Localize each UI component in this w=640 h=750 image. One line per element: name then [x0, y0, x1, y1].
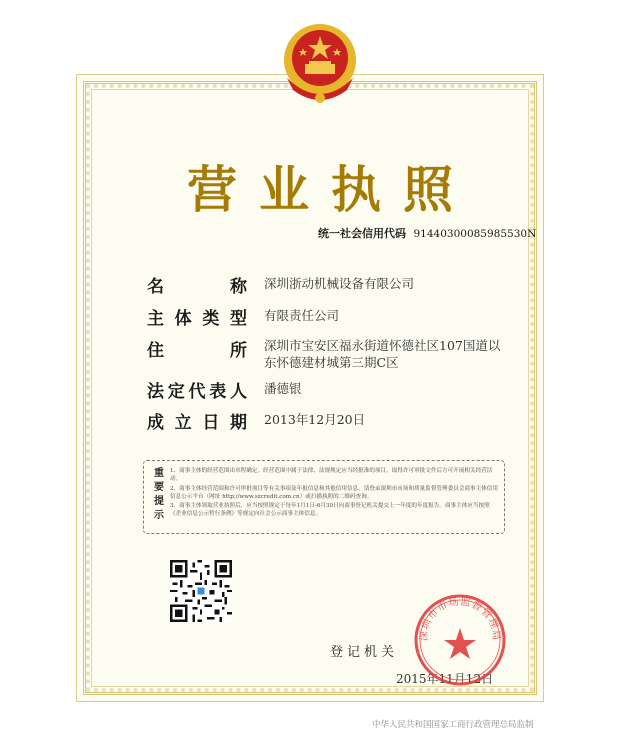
label-char: 法	[147, 382, 164, 402]
address-line-1: 深圳市宝安区福永街道怀德社区107国道以	[264, 338, 501, 353]
issue-date: 2015年11月12日	[396, 672, 494, 686]
label-char: 类	[202, 309, 220, 329]
label-char: 称	[230, 277, 247, 297]
notice-box	[143, 460, 505, 534]
field-value-established: 2013年12月20日	[264, 412, 366, 427]
address-line-2: 东怀德建材城第三期C区	[264, 355, 399, 370]
field-value-type: 有限责任公司	[264, 308, 340, 323]
label-char: 主	[147, 309, 164, 329]
field-label-name	[147, 272, 247, 297]
svg-text:深圳市市场监督管理局: 深圳市市场监督管理局	[418, 596, 502, 642]
certificate-title: 营业执照	[187, 161, 475, 219]
label-char: 日	[202, 413, 220, 433]
label-char: 人	[230, 382, 247, 402]
notice-item: 2、商事主体经营范围和许可审批项目等有关事项及年报信息和其他信用信息，请登录深圳市市场和质量监督管理委员会商事主体信用信息公示平台（网址 http://www.szcredit.com.cn）或扫描执照的二维码查询。	[170, 485, 498, 500]
national-emblem-icon	[275, 18, 365, 108]
label-char: 住	[147, 341, 164, 361]
notice-item: 1、商事主体的经营范围由章程确定。经营范围中属于法律、法规规定应当经批准的项目，取得许可审批文件后方可开展相关经营活动。	[170, 468, 493, 483]
field-value-address	[264, 337, 500, 371]
label-char: 期	[229, 413, 247, 433]
credit-code-label: 统一社会信用代码	[318, 227, 406, 240]
registration-authority-label: 登记机关	[330, 645, 399, 660]
notice-item: 3、商事主体领取营业执照后，应当按照规定于每年1月1日-6月30日向商事登记机关提交上一年度的年度报告。商事主体应当按照《企业信息公示暂行条例》等规定向社会公示商事主体信息。	[170, 503, 490, 518]
field-value-legal-rep: 潘德银	[264, 381, 302, 396]
footer-supervision: 中华人民共和国国家工商行政管理总局监制	[372, 720, 534, 730]
label-char: 型	[229, 309, 247, 329]
label-char: 所	[230, 341, 247, 361]
field-value-name: 深圳浙动机械设备有限公司	[264, 276, 415, 291]
field-label-address	[147, 336, 247, 361]
label-char: 成	[147, 413, 164, 433]
label-char: 体	[174, 309, 192, 329]
field-label-established	[147, 408, 247, 433]
notice-tag: 重要提示	[154, 468, 164, 521]
credit-code-value: 91440300085985530N	[413, 228, 537, 240]
notice-text	[170, 467, 498, 520]
field-label-legal-rep	[147, 377, 247, 402]
label-char: 表	[209, 382, 227, 402]
label-char: 定	[167, 382, 185, 402]
field-label-type	[147, 304, 247, 329]
official-seal-icon	[412, 592, 508, 688]
label-char: 名	[147, 277, 164, 297]
label-char: 立	[174, 413, 192, 433]
credit-code-row	[318, 225, 536, 241]
label-char: 代	[188, 382, 206, 402]
qr-code-icon[interactable]	[170, 560, 232, 622]
